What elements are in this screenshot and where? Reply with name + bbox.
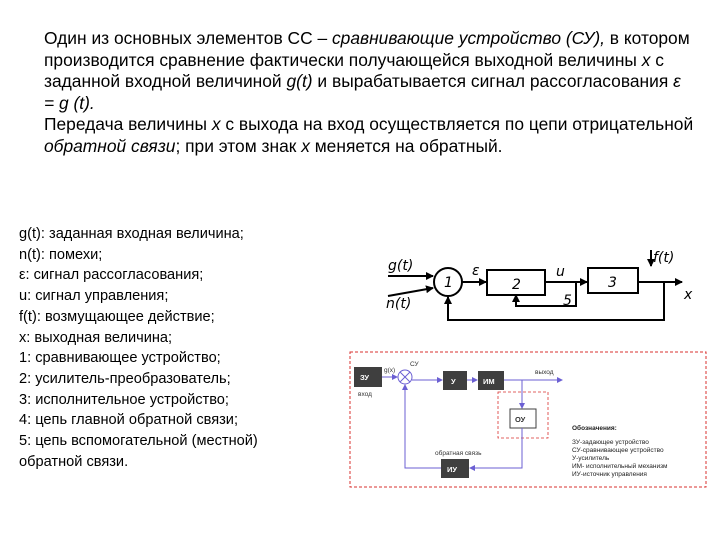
g-label: g(t) — [388, 258, 414, 274]
vyhod-label: выход — [535, 369, 554, 376]
legend-item: x: выходная величина; — [19, 329, 173, 346]
legend-item: 4: цепь главной обратной связи; — [19, 412, 239, 429]
vhod-label: вход — [358, 391, 372, 398]
block-3-label: 3 — [608, 275, 617, 291]
legend-item: f(t): возмущающее действие; — [19, 308, 215, 325]
legend-item: u: сигнал управления; — [19, 288, 169, 305]
intro-segment: с выхода на вход осуществляется по цепи отрицательной — [220, 114, 694, 134]
gx-label: g(x) — [384, 367, 396, 374]
intro-segment: Передача величины — [44, 114, 212, 134]
u-label: u — [556, 264, 565, 280]
intro-segment: в котором производится сравнение фактически получающейся выходной величины — [44, 28, 690, 70]
iu-block-label: ИУ — [447, 465, 458, 474]
loop-5-label: 5 — [563, 293, 572, 309]
intro-segment: x — [641, 49, 651, 70]
legend-entry: ИУ-источник управления — [572, 471, 647, 478]
legend-entry: СУ-сравнивающее устройство — [572, 447, 664, 454]
intro-segment: сравнивающие устройство (СУ), — [331, 28, 605, 48]
intro-segment: меняется на обратный. — [309, 135, 503, 156]
f-label: f(t) — [653, 250, 675, 266]
x-label: x — [684, 287, 693, 303]
intro-segment: ; при этом знак — [175, 135, 302, 156]
legend-title: Обозначения: — [572, 425, 617, 432]
intro-segment: с заданной входной величиной — [44, 49, 664, 91]
block-diagram-2 — [350, 352, 706, 487]
legend-item: ε: сигнал рассогласования; — [19, 267, 204, 284]
legend-item: 3: исполнительное устройство; — [19, 391, 229, 408]
diagram2-legend — [572, 424, 668, 478]
input-n-line — [388, 288, 433, 296]
intro-segment: g(t) — [286, 71, 313, 91]
legend-entry: ЗУ-задающее устройство — [572, 439, 649, 446]
intro-segment: обратной связи — [44, 135, 176, 156]
legend-item: 2: усилитель-преобразователь; — [19, 370, 231, 387]
legend-item: 1: сравнивающее устройство; — [19, 350, 221, 367]
legend-item: 5: цепь вспомогательной (местной) обратной связи. — [19, 433, 258, 470]
intro-segment: x — [301, 135, 310, 156]
ou-block-label: ОУ — [515, 415, 526, 424]
block-diagram-1 — [388, 250, 682, 320]
su-label: СУ — [410, 361, 419, 368]
u-block-label: У — [451, 377, 456, 386]
node-1-label: 1 — [444, 275, 453, 291]
intro-segment: и вырабатывается сигнал рассогласования — [312, 71, 674, 91]
block-2-label: 2 — [512, 277, 521, 293]
legend-entry: У-усилитель — [572, 455, 610, 462]
intro-segment: ε = g (t). — [44, 71, 681, 113]
legend-item: g(t): заданная входная величина; — [19, 226, 244, 242]
n-label: n(t) — [386, 296, 412, 312]
im-block-label: ИМ — [483, 377, 495, 386]
legend-entry: ИМ- исполнительный механизм — [572, 463, 668, 470]
intro-segment: Один из основных элементов СС – — [44, 28, 332, 48]
intro-segment: x — [211, 114, 221, 134]
zu-label: ЗУ — [360, 373, 370, 382]
legend-item: n(t): помехи; — [19, 246, 103, 263]
eps-label: ε — [472, 263, 480, 279]
feedback-loop-2 — [470, 428, 522, 468]
feedback-label: обратная связь — [435, 450, 482, 457]
